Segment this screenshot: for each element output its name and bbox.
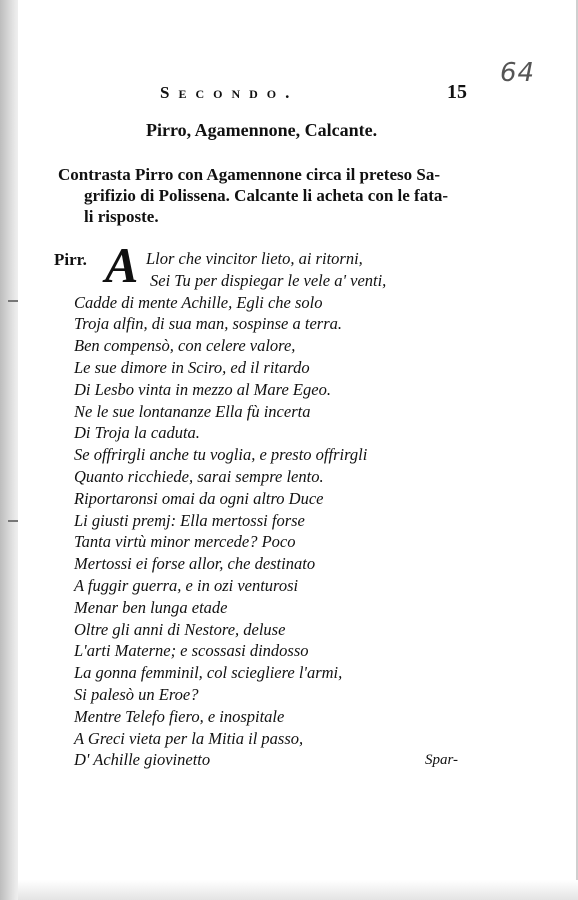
verse-line: A Greci vieta per la Mitia il passo,	[74, 728, 304, 748]
pencil-folio-number: 64	[500, 58, 536, 88]
verse-line: Se offrirgli anche tu voglia, e presto offrirgli	[74, 445, 368, 465]
verse-line: Ne le sue lontananze Ella fù incerta	[74, 401, 311, 421]
verse-line: Li giusti premj: Ella mertossi forse	[74, 510, 305, 530]
verse-line: Troja alfin, di sua man, sospinse a terra.	[74, 314, 343, 334]
verse-line: Quanto ricchiede, sarai sempre lento.	[74, 466, 324, 486]
verse-line: Llor che vincitor lieto, ai ritorni,	[146, 249, 363, 268]
verse-line: Riportaronsi omai da ogni altro Duce	[74, 488, 324, 508]
verse-line: L'arti Materne; e scossasi dindosso	[74, 641, 309, 661]
page-bottom-edge	[18, 880, 578, 900]
verse-line: Oltre gli anni di Nestore, deluse	[74, 619, 286, 639]
verse-line: Sei Tu per dispiegar le vele a' venti,	[150, 270, 387, 290]
page-number: 15	[447, 81, 467, 103]
gutter-mark	[8, 300, 18, 302]
verse-line: Le sue dimore in Sciro, ed il ritardo	[74, 357, 310, 377]
verse-line: Di Lesbo vinta in mezzo al Mare Egeo.	[74, 379, 331, 399]
verse-line: Tanta virtù minor mercede? Poco	[74, 532, 296, 552]
verse-line: Mentre Telefo fiero, e inospitale	[74, 706, 285, 726]
gutter-mark	[8, 520, 18, 522]
verse-line: D' Achille giovinetto	[74, 750, 211, 770]
verse-line: A fuggir guerra, e in ozi venturosi	[74, 575, 299, 595]
argument-line: li risposte.	[84, 207, 159, 226]
verse-line: Menar ben lunga etade	[74, 597, 228, 617]
speaker-label: Pirr.	[54, 250, 87, 269]
verse-line: Cadde di mente Achille, Egli che solo	[74, 292, 323, 312]
verse-line: Ben compensò, con celere valore,	[74, 336, 296, 356]
scene-argument	[58, 164, 498, 227]
verse-line: Di Troja la caduta.	[74, 423, 200, 443]
verse-line: Si palesò un Eroe?	[74, 684, 199, 704]
verse-line: Mertossi ei forse allor, che destinato	[74, 554, 316, 574]
drop-cap: A	[105, 237, 139, 293]
running-head: Secondo.	[160, 83, 299, 102]
verse-line: La gonna femminil, col sciegliere l'armi,	[74, 663, 343, 683]
catchword: Spar-	[425, 752, 459, 768]
argument-line: grifizio di Polissena. Calcante li acheta con le fata-	[84, 186, 449, 205]
verse-block	[74, 248, 386, 771]
argument-line: Contrasta Pirro con Agamennone circa il preteso Sa-	[58, 165, 440, 184]
scene-characters: Pirro, Agamennone, Calcante.	[146, 120, 378, 140]
